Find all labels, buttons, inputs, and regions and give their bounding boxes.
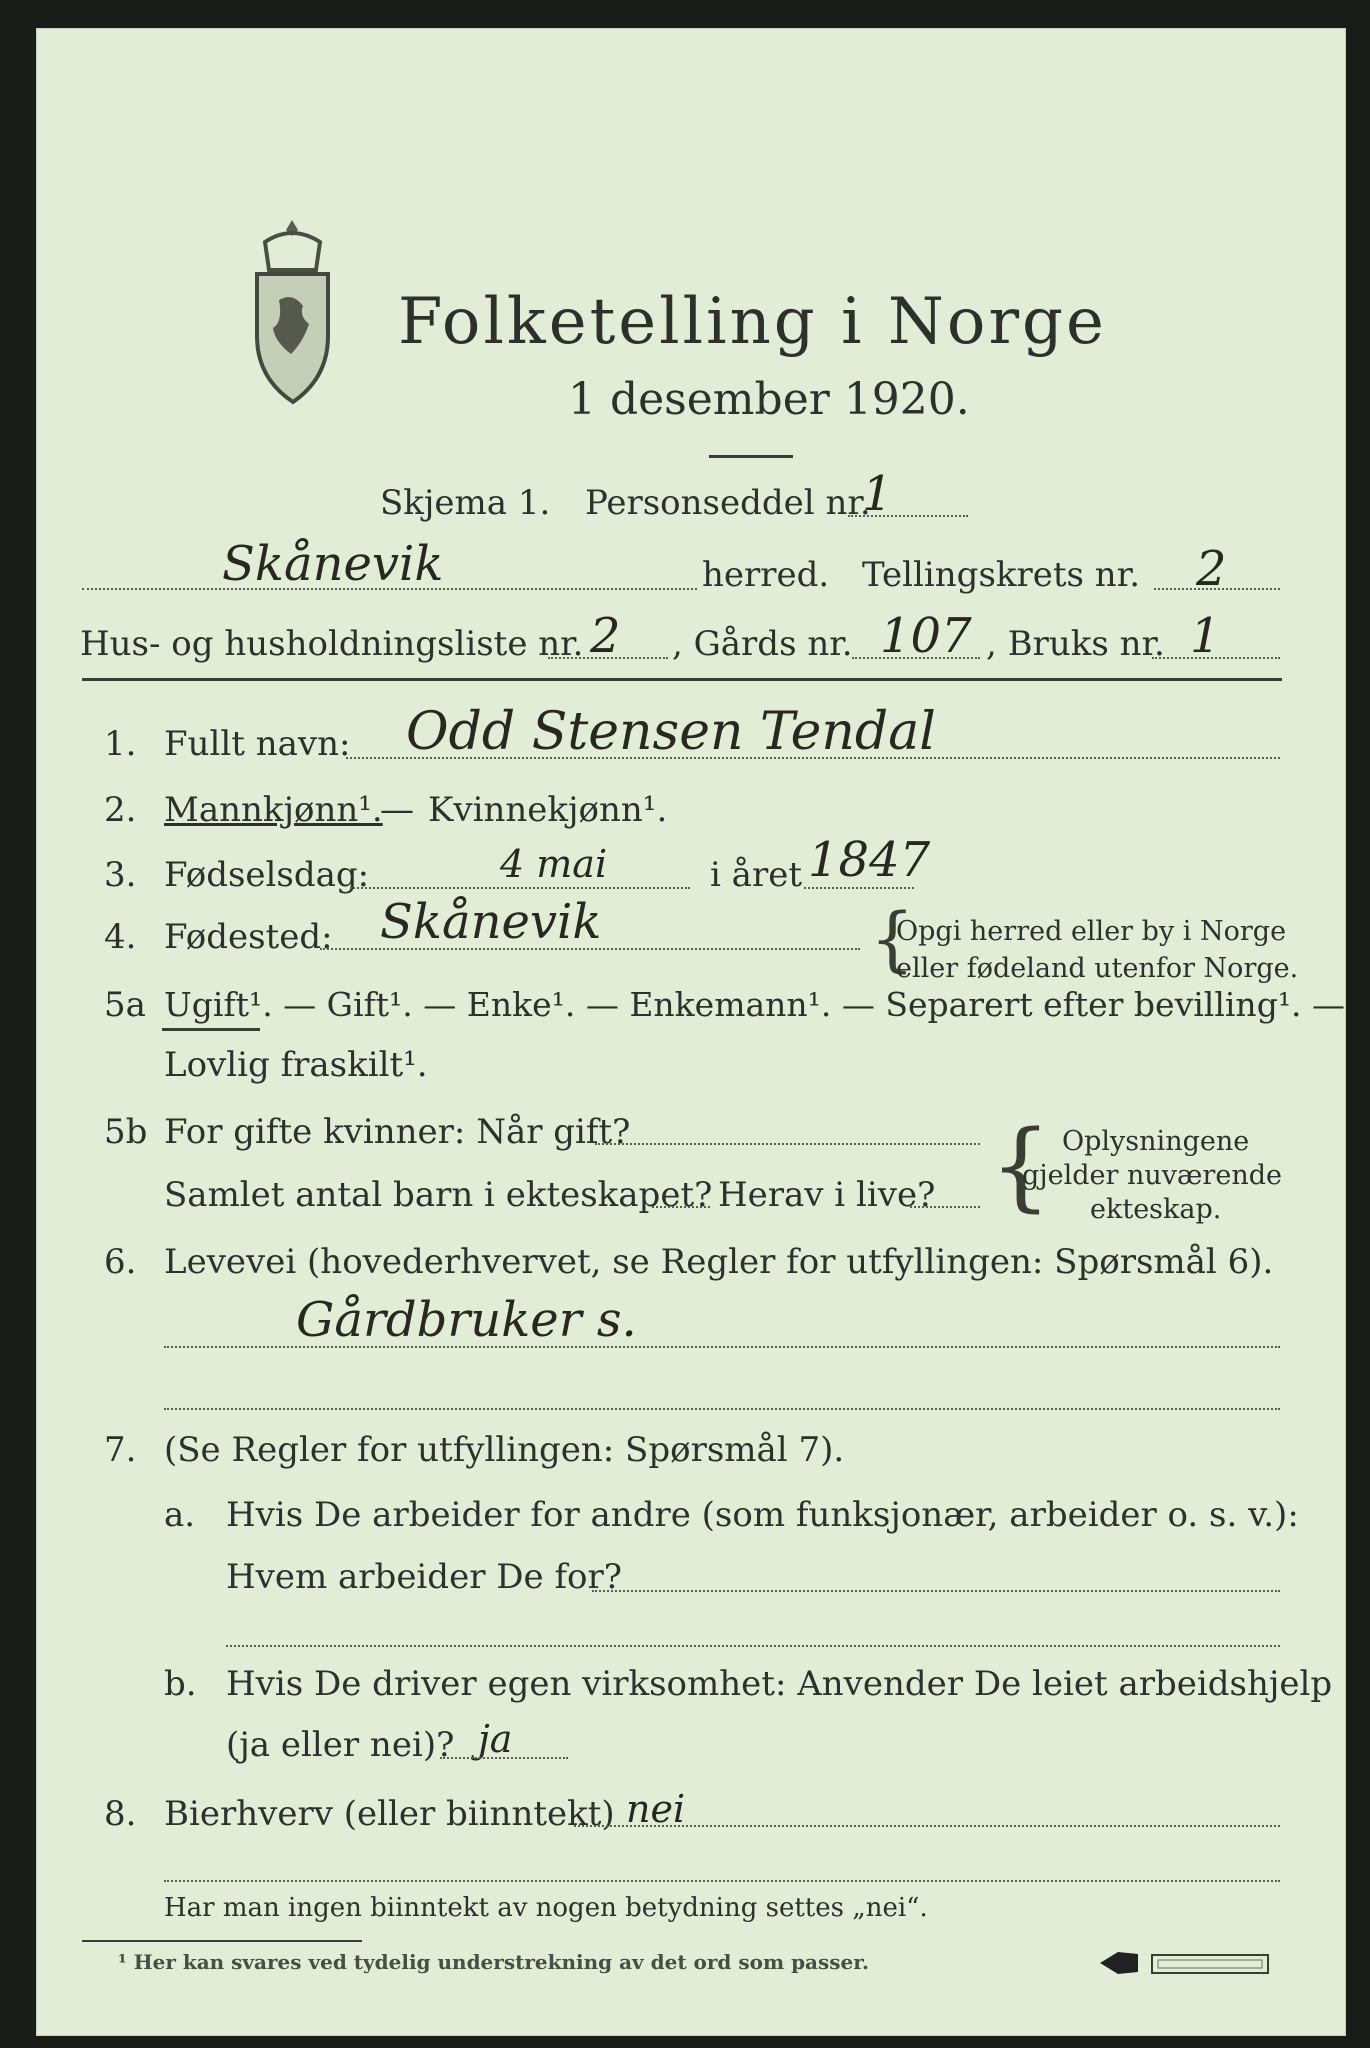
q7a-sub: Hvem arbeider De for? <box>226 1557 622 1597</box>
q7-label: (Se Regler for utfyllingen: Spørsmål 7). <box>164 1430 845 1470</box>
marital-status-options: Ugift¹. — Gift¹. — Enke¹. — Enkemann¹. — Separert efter bevilling¹. — <box>164 985 1346 1024</box>
bruks-value: 1 <box>1190 608 1221 664</box>
personseddel-label: Personseddel nr. <box>585 483 871 523</box>
occupation-value: Gårdbruker s. <box>296 1292 637 1348</box>
q1-label: Fullt navn: <box>164 724 351 764</box>
husholdningsliste-value: 2 <box>590 608 621 664</box>
q7b-letter: b. <box>164 1664 197 1704</box>
gender-male: Mannkjønn¹. <box>164 790 383 830</box>
tellingskrets-label: Tellingskrets nr. <box>862 555 1141 595</box>
herred-line <box>82 588 697 590</box>
birthplace-value: Skånevik <box>380 894 602 950</box>
printer-mark-icon <box>1150 1953 1270 1975</box>
marriage-note-3: ekteskap. <box>1090 1194 1222 1225</box>
tellingskrets-value: 2 <box>1196 541 1227 597</box>
side-income-line-2 <box>164 1880 1280 1882</box>
q5b-label-married: For gifte kvinner: Når gift? <box>164 1112 631 1152</box>
q7-number: 7. <box>104 1430 137 1470</box>
gender-separator: — <box>380 790 414 830</box>
q5a-number: 5a <box>104 985 146 1025</box>
birthplace-note-1: Opgi herred eller by i Norge <box>896 916 1287 947</box>
q5b-number: 5b <box>104 1112 148 1152</box>
herred-label: herred. <box>702 555 830 595</box>
form-title: Folketelling i Norge <box>398 285 1107 359</box>
employer-line-2 <box>226 1645 1280 1647</box>
side-income-value: nei <box>626 1787 686 1831</box>
marriage-note-1: Oplysningene <box>1062 1126 1250 1157</box>
birth-day-line <box>350 887 690 889</box>
q6-label: Levevei (hovederhvervet, se Regler for utfyllingen: Spørsmål 6). <box>164 1242 1274 1282</box>
q8-label: Bierhverv (eller biinntekt) <box>164 1794 615 1834</box>
coat-of-arms-icon <box>235 212 350 412</box>
bruks-label: , Bruks nr. <box>986 624 1165 664</box>
q2-number: 2. <box>104 790 137 830</box>
occupation-line-2 <box>164 1408 1280 1410</box>
q5b-label-alive: Herav i live? <box>718 1175 936 1215</box>
marriage-note-2: gjelder nuværende <box>1022 1160 1282 1191</box>
bruks-line <box>1152 657 1280 659</box>
hired-help-line <box>440 1757 568 1759</box>
ugift-underline <box>162 1028 260 1031</box>
gards-line <box>852 657 980 659</box>
birth-year-line <box>804 887 914 889</box>
q3-number: 3. <box>104 855 137 895</box>
q6-number: 6. <box>104 1242 137 1282</box>
herred-value: Skånevik <box>222 536 444 592</box>
birth-day-value: 4 mai <box>500 842 608 886</box>
gards-label: , Gårds nr. <box>672 624 853 664</box>
q8-number: 8. <box>104 1794 137 1834</box>
birth-year-label: i året <box>710 855 802 895</box>
q7b-sub: (ja eller nei)? <box>226 1725 455 1765</box>
gender-female: Kvinnekjønn¹. <box>428 790 668 830</box>
birthplace-line <box>320 948 860 950</box>
tellingskrets-line <box>1154 588 1280 590</box>
children-line <box>652 1206 710 1208</box>
birth-year-value: 1847 <box>808 832 931 888</box>
personseddel-line <box>848 515 968 517</box>
q5b-label-children: Samlet antal barn i ekteskapet? <box>164 1175 713 1215</box>
hand-pointer-icon <box>1098 1950 1140 1976</box>
q1-number: 1. <box>104 724 137 764</box>
occupation-line-1 <box>164 1346 1280 1348</box>
header-divider <box>82 678 1282 681</box>
side-income-note: Har man ingen biinntekt av nogen betydning settes „nei“. <box>164 1893 928 1923</box>
marriage-brace: { <box>990 1110 1052 1222</box>
q7a-label: Hvis De arbeider for andre (som funksjonær, arbeider o. s. v.): <box>226 1495 1299 1535</box>
hired-help-value: ja <box>478 1717 513 1761</box>
footnote-divider <box>82 1940 362 1942</box>
title-divider <box>709 455 793 458</box>
husholdningsliste-label: Hus- og husholdningsliste nr. <box>80 624 584 664</box>
footnote: ¹ Her kan svares ved tydelig understrekning av det ord som passer. <box>118 1950 869 1974</box>
schema-label: Skjema 1. <box>380 483 551 523</box>
q7b-label: Hvis De driver egen virksomhet: Anvender De leiet arbeidshjelp <box>226 1664 1333 1704</box>
census-date: 1 desember 1920. <box>568 374 970 425</box>
full-name-line <box>346 757 1280 759</box>
gards-value: 107 <box>880 608 972 664</box>
married-when-line <box>595 1143 980 1145</box>
q3-label: Fødselsdag: <box>164 855 370 895</box>
marital-status-divorced: Lovlig fraskilt¹. <box>164 1045 428 1085</box>
full-name-value: Odd Stensen Tendal <box>406 702 936 762</box>
q4-label: Fødested: <box>164 917 333 957</box>
q7a-letter: a. <box>164 1495 196 1535</box>
alive-line <box>910 1206 980 1208</box>
side-income-line-1 <box>574 1825 1280 1827</box>
employer-line-1 <box>592 1590 1280 1592</box>
personseddel-value: 1 <box>862 466 893 522</box>
birthplace-note-2: eller fødeland utenfor Norge. <box>896 953 1299 984</box>
q4-number: 4. <box>104 917 137 957</box>
birthplace-brace: { <box>870 898 915 980</box>
husholdningsliste-line <box>548 657 668 659</box>
